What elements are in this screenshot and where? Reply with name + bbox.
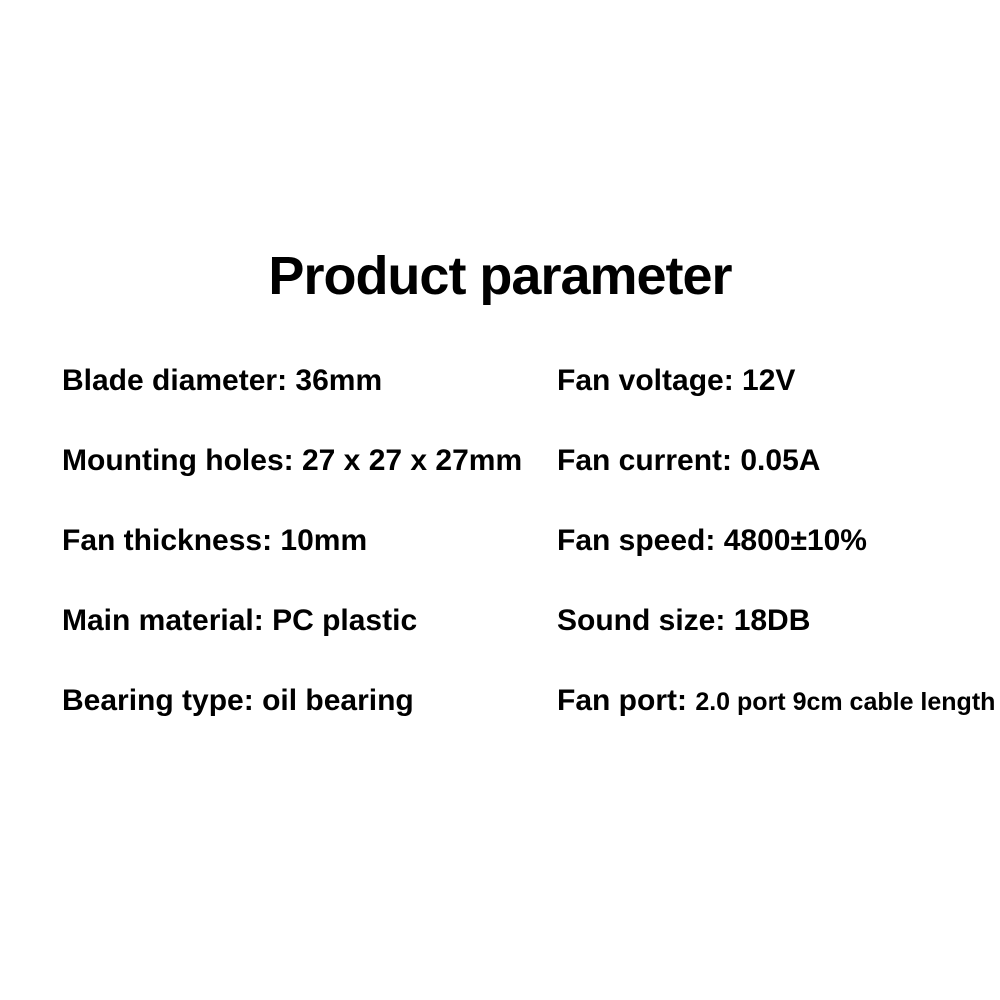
spec-label: Fan port: xyxy=(557,684,687,717)
spec-row-mounting-holes xyxy=(62,444,532,478)
spec-row-fan-speed xyxy=(557,524,977,558)
spec-value: 10mm xyxy=(280,524,368,557)
spec-label: Fan current: xyxy=(557,444,733,477)
spec-value: 36mm xyxy=(295,364,383,397)
spec-row-sound-size xyxy=(557,604,977,638)
spec-row-blade-diameter xyxy=(62,364,532,398)
spec-label: Mounting holes: xyxy=(62,444,294,477)
spec-label: Fan speed: xyxy=(557,524,716,557)
spec-value: 2.0 port 9cm cable length xyxy=(695,688,996,716)
spec-label: Main material: xyxy=(62,604,264,637)
spec-column-right xyxy=(557,364,996,719)
spec-value: 18DB xyxy=(733,604,811,637)
spec-value: 0.05A xyxy=(740,444,821,477)
spec-row-main-material xyxy=(62,604,532,638)
spec-label: Fan thickness: xyxy=(62,524,273,557)
page-title: Product parameter xyxy=(268,246,732,306)
spec-row-fan-voltage xyxy=(557,364,977,398)
spec-row-fan-thickness xyxy=(62,524,532,558)
spec-value: PC plastic xyxy=(272,604,418,637)
spec-label: Sound size: xyxy=(557,604,726,637)
spec-value: 12V xyxy=(742,364,796,397)
spec-row-bearing-type xyxy=(62,684,532,718)
spec-column-left xyxy=(62,364,532,718)
spec-label: Blade diameter: xyxy=(62,364,288,397)
spec-label: Bearing type: xyxy=(62,684,254,717)
spec-label: Fan voltage: xyxy=(557,364,734,397)
spec-value: 4800±10% xyxy=(723,524,867,557)
spec-row-fan-port xyxy=(557,684,996,719)
spec-value: oil bearing xyxy=(262,684,414,717)
spec-value: 27 x 27 x 27mm xyxy=(301,444,523,477)
spec-row-fan-current xyxy=(557,444,977,478)
